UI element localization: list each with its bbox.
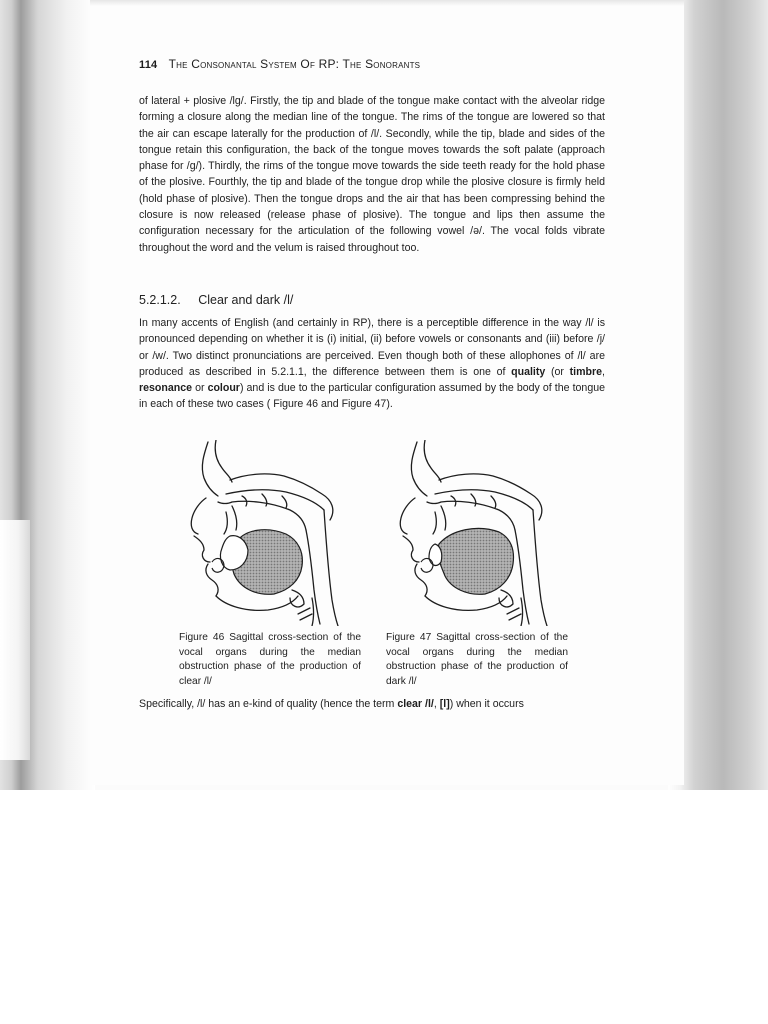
figure-46-vocal-tract-diagram — [186, 440, 354, 626]
p2-text-2: (or — [545, 365, 570, 378]
p2-text-5: ) and is due to the particular configuration assumed by the body of the tongue in each of these two cases ( Figure 46 and Figure 47). — [139, 382, 605, 411]
p3-text-2: , — [433, 698, 440, 710]
term-timbre: timbre — [569, 365, 603, 378]
running-title: The Consonantal System Of RP: The Sonorants — [168, 57, 421, 71]
p3-text-3: ) when it occurs — [449, 698, 524, 710]
section-number: 5.2.1.2. — [139, 293, 181, 307]
term-clear-l-symbol: [l] — [439, 698, 450, 710]
section-heading — [139, 293, 293, 307]
figure-47-vocal-tract-diagram — [395, 440, 563, 626]
page-number: 114 — [139, 59, 158, 71]
paragraph-lateral-plosive: of lateral + plosive /lg/. Firstly, the tip and blade of the tongue make contact with the alveolar ridge forming a closure along the median line of the tongue. The rims of the tongue are lowered so that the air can escape laterally for the production of /l/. Secondly, while the tip, blade and sides of the tongue retain this configuration, the back of the tongue moves towards the soft palate (approach phase for /g/). Thirdly, the rims of the tongue move towards the side teeth ready for the hold phase of the plosive. Fourthly, the tip and blade of the tongue drop while the plosive closure is firmly held (hold phase of plosive). Then the tongue drops and the air that has been compressing behind the closure is now released (release phase of plosive). The tongue and lips then assume the configuration necessary for the articulation of the following vowel /ə/. The vocal folds vibrate throughout the word and the velum is raised throughout too. — [139, 95, 605, 254]
paragraph-specifically — [139, 696, 609, 712]
term-clear-l: clear /l/ — [397, 698, 434, 710]
page-top-edge — [90, 0, 684, 6]
section-title: Clear and dark /l/ — [198, 293, 294, 307]
term-resonance: resonance — [139, 382, 192, 395]
term-colour: colour — [207, 382, 240, 395]
scanner-bed — [0, 790, 768, 1024]
left-page-edge — [0, 520, 30, 760]
figure-47-caption: Figure 47 Sagittal cross-section of the vocal organs during the median obstruction phase of the production of dark /l/ — [386, 632, 568, 687]
term-quality: quality — [511, 365, 546, 378]
p3-text-1: Specifically, /l/ has an e-kind of quality (hence the term — [139, 698, 398, 710]
figure-46-caption: Figure 46 Sagittal cross-section of the vocal organs during the median obstruction phase of the production of clear /l/ — [179, 632, 361, 687]
p2-text-4: or — [192, 382, 208, 395]
p2-text-1: In many accents of English (and certainly in RP), there is a perceptible difference in the way /l/ is pronounced depending on whether it is (i) initial, (ii) before vowels or consonants and (iii) before /j/ or /w/. Two distinct pronunciations are perceived. Even though both of these allophones of /l/ are produced as described in 5.2.1.1, the difference between them is one of — [139, 317, 605, 378]
p2-text-3: , — [602, 365, 605, 378]
running-header — [139, 57, 659, 71]
paragraph-clear-dark-l — [139, 315, 605, 413]
book-page — [90, 0, 684, 785]
